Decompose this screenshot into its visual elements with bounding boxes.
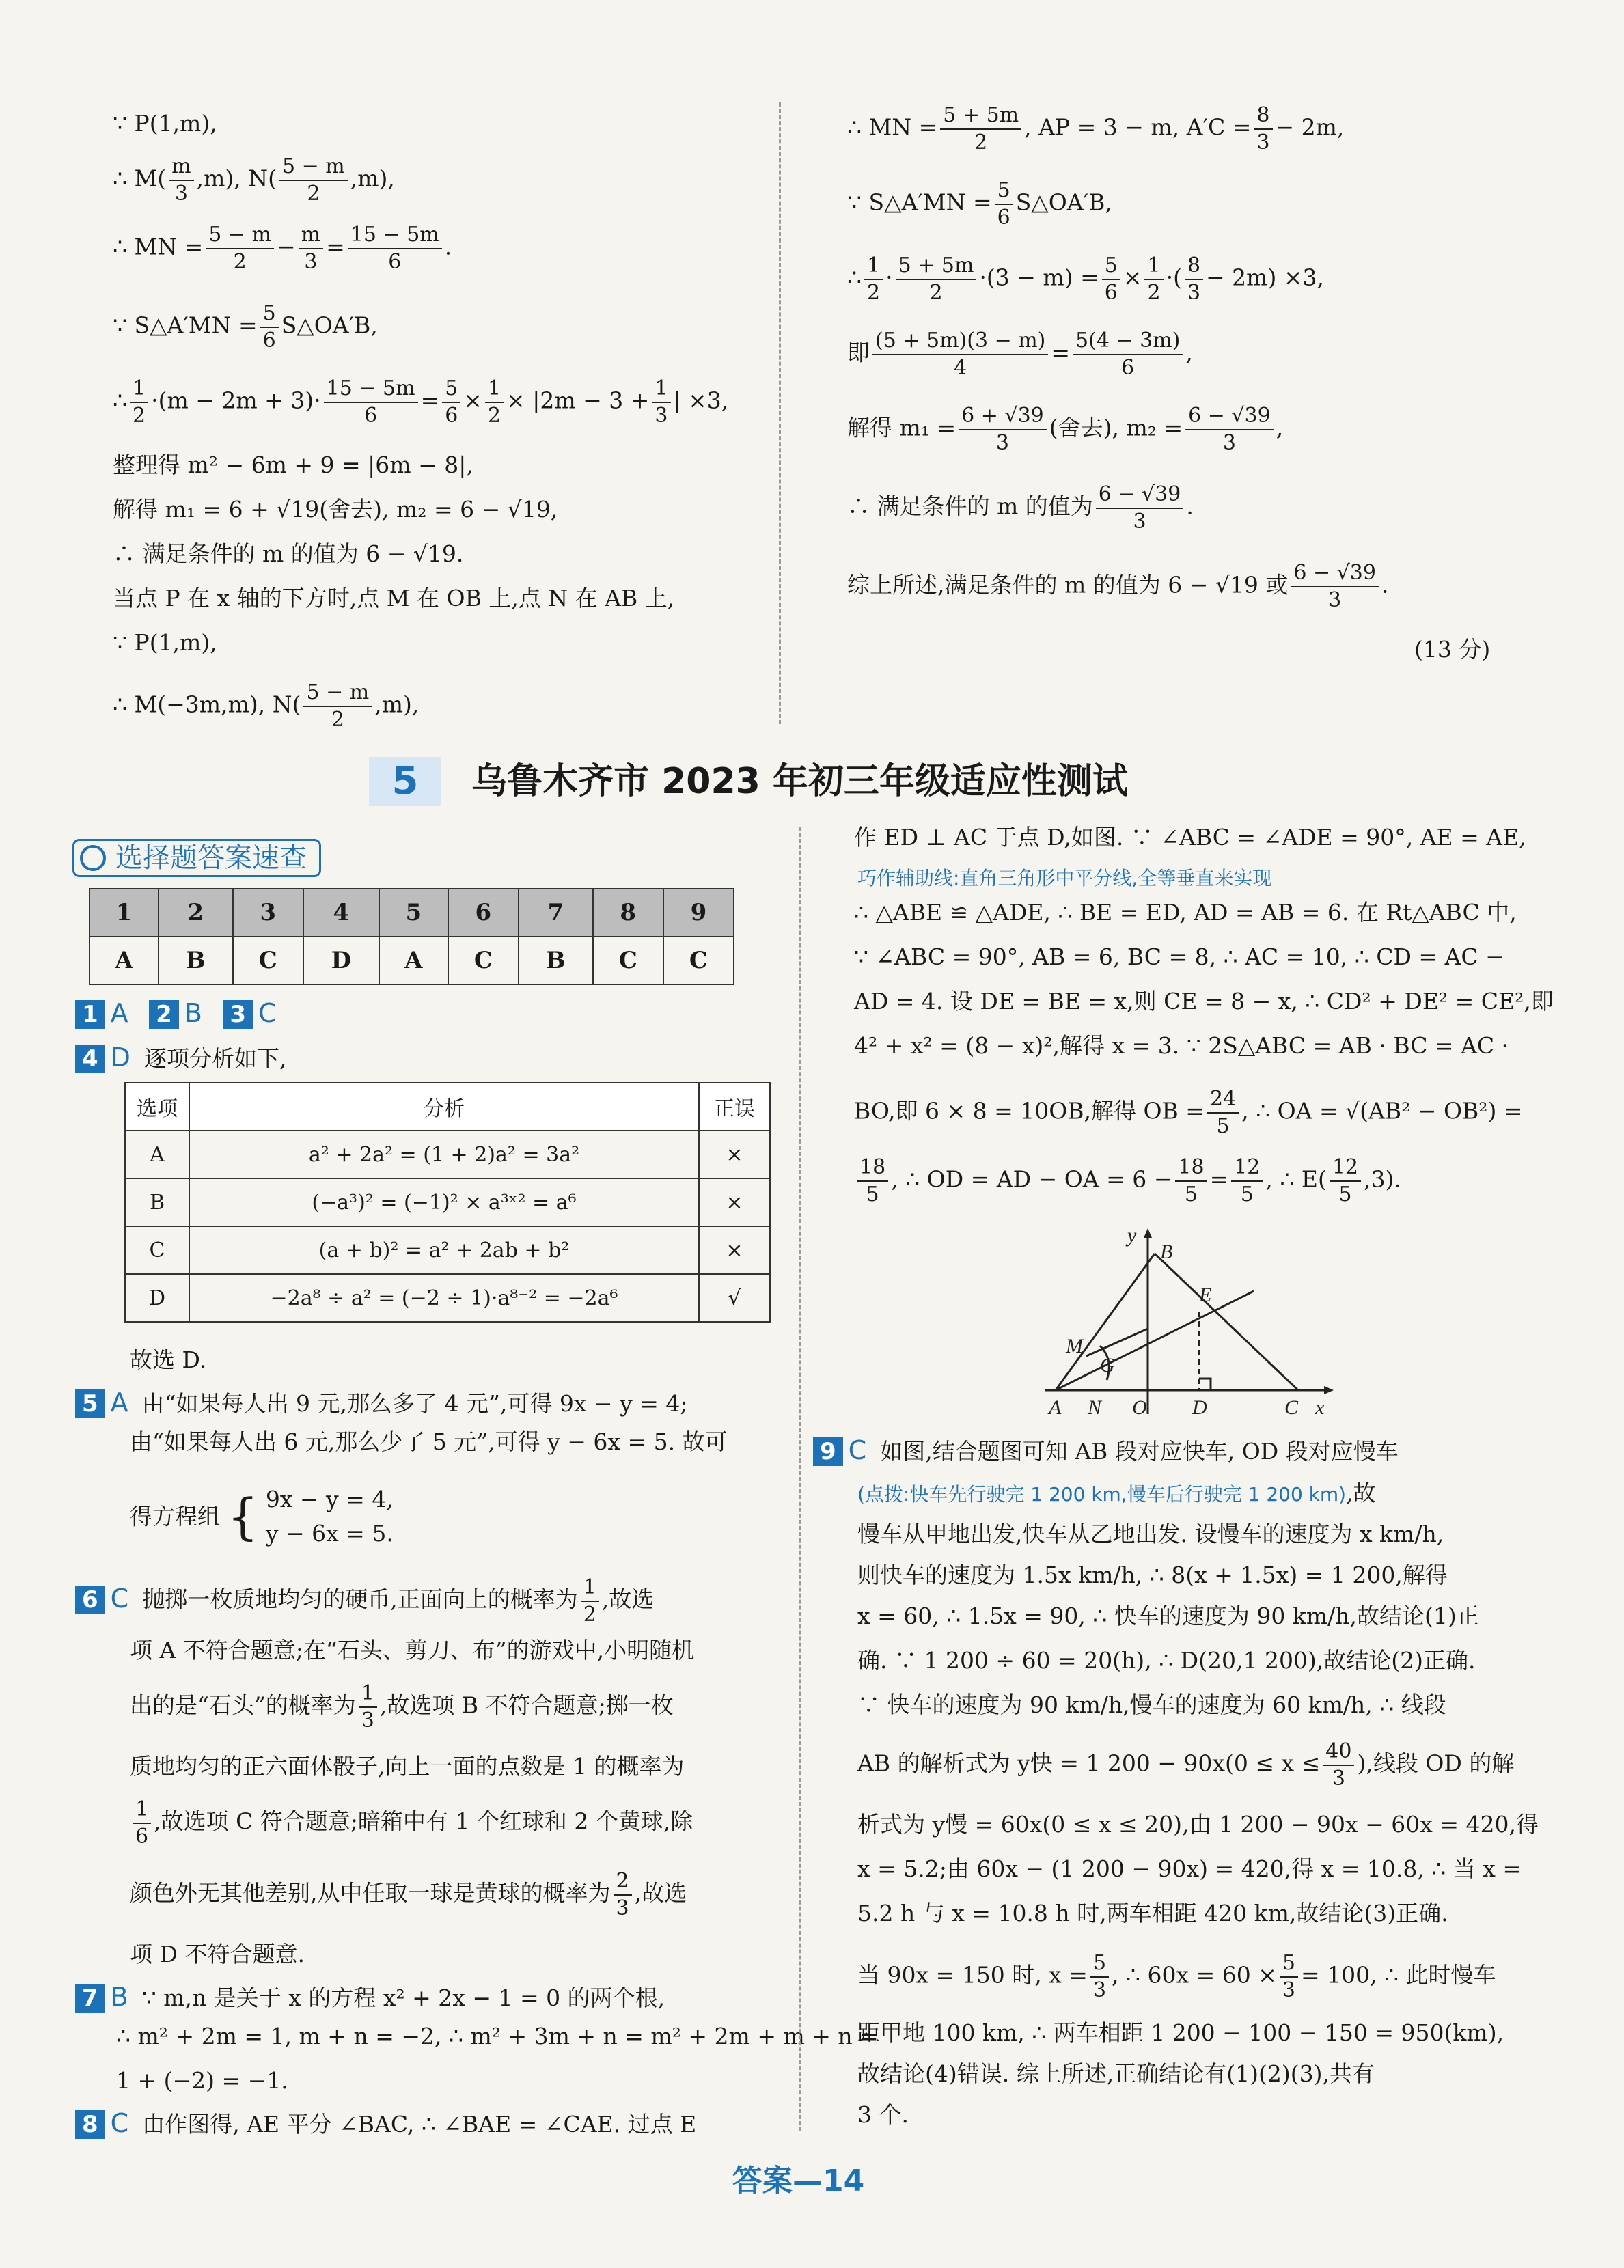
label-e: E [1199, 1284, 1212, 1306]
tip-note: (点拨:快车先行驶完 1 200 km,慢车后行驶完 1 200 km) [857, 1483, 1347, 1506]
text-line: ∴ M(−3m,m), N( $\frac{5 - m}{2}$ ,m), [113, 680, 419, 732]
text-line: 作 ED ⊥ AC 于点 D,如图. ∵ ∠ABC = ∠ADE = 90°, AE = AE, [854, 824, 1526, 850]
text-line: AD = 4. 设 DE = BE = x,则 CE = 8 − x, ∴ CD² + DE² = CE²,即 [854, 988, 1554, 1014]
text-line: 当点 P 在 x 轴的下方时,点 M 在 OB 上,点 N 在 AB 上, [113, 585, 675, 611]
text-line: ∴ MN = $\frac{5 + 5m}{2}$ , AP = 3 − m, A′C = $\frac{8}{3}$ − 2m, [847, 103, 1345, 154]
text-line: 距甲地 100 km, ∴ 两车相距 1 200 − 100 − 150 = 950(km), [857, 2019, 1504, 2046]
geometry-diagram [1025, 1223, 1339, 1421]
answer-6: 6 C 抛掷一枚质地均匀的硬币,正面向上的概率为 $\frac{1}{2}$ ,故选 [75, 1575, 654, 1627]
text-line: 综上所述,满足条件的 m 的值为 6 − √19 或 $\frac{6 - √39}{3}$ . [847, 561, 1389, 612]
table-cell: × [699, 1226, 770, 1274]
text-line: ∴ $\frac{1}{2}$ · $\frac{5 + 5m}{2}$ ·(3 − m) = $\frac{5}{6}$ × $\frac{1}{2}$ ·( $\frac{8}{3}$ − 2m) ×3, [847, 253, 1324, 305]
segment-bc [1155, 1254, 1298, 1390]
answer-4: 4 D 逐项分析如下, [75, 1042, 286, 1075]
table-cell: 3 [233, 889, 303, 937]
table-row [125, 1274, 770, 1322]
table-row [90, 889, 734, 937]
table-cell: C [448, 937, 519, 984]
section-number: 5 [369, 757, 441, 806]
text-line: 析式为 y慢 = 60x(0 ≤ x ≤ 20),由 1 200 − 90x − 60x = 420,得 [857, 1811, 1539, 1838]
text-line: 整理得 m² − 6m + 9 = |6m − 8|, [113, 452, 473, 478]
table-cell: (−a³)² = (−1)² × a³ˣ² = a⁶ [189, 1178, 699, 1226]
text-line: 故选 D. [130, 1346, 207, 1373]
table-cell: C [233, 937, 303, 984]
text-line: ∴ △ABE ≌ △ADE, ∴ BE = ED, AD = AB = 6. 在 Rt△ABC 中, [854, 899, 1517, 926]
text-line: $\frac{1}{6}$ ,故选项 C 符合题意;暗箱中有 1 个红球和 2 个黄球,除 [130, 1797, 693, 1849]
table-cell: D [303, 937, 379, 984]
quick-check-title: 选择题答案速查 [115, 842, 307, 874]
text-line: $\frac{18}{5}$ , ∴ OD = AD − OA = 6 − $\frac{18}{5}$ = $\frac{12}{5}$ , ∴ E( $\frac{12}{5}$ ,3). [854, 1154, 1401, 1207]
text-line: ∵ S△A′MN = $\frac{5}{6}$ S△OA′B, [847, 178, 1112, 230]
answer-9: 9 C 如图,结合题图可知 AB 段对应快车, OD 段对应慢车 [813, 1435, 1399, 1467]
text-line: x = 60, ∴ 1.5x = 90, ∴ 快车的速度为 90 km/h,故结论(1)正 [857, 1603, 1479, 1629]
text-line: BO,即 6 × 8 = 10OB,解得 OB = $\frac{24}{5}$ , ∴ OA = √(AB² − OB²) = [854, 1087, 1523, 1138]
text-line: 则快车的速度为 1.5x km/h, ∴ 8(x + 1.5x) = 1 200,解得 [857, 1562, 1448, 1588]
page-footer: 答案—14 [732, 2163, 865, 2198]
right-angle-mark [1199, 1379, 1211, 1390]
text-line: 故结论(4)错误. 综上所述,正确结论有(1)(2)(3),共有 [857, 2060, 1375, 2087]
table-cell: A [379, 937, 448, 984]
answer-5: 5 A 由“如果每人出 9 元,那么多了 4 元”,可得 9x − y = 4; [75, 1387, 687, 1420]
table-row [125, 1131, 770, 1178]
text-line: ∵ P(1,m), [113, 110, 217, 137]
table-cell: 5 [379, 889, 448, 937]
text-line: (点拨:快车先行驶完 1 200 km,慢车后行驶完 1 200 km),故 [857, 1480, 1376, 1506]
label-y: y [1127, 1224, 1137, 1247]
table-cell: 4 [303, 889, 379, 937]
text-line: 5.2 h 与 x = 10.8 h 时,两车相距 420 km,故结论(3)正确. [857, 1900, 1448, 1926]
analysis-table [124, 1082, 771, 1323]
answer-table [89, 888, 734, 985]
segment-mg [1086, 1329, 1148, 1356]
table-cell: 9 [663, 889, 734, 937]
table-cell: 分析 [189, 1083, 699, 1131]
text-line: ∴ MN = $\frac{5 - m}{2}$ − $\frac{m}{3}$ = $\frac{15 - 5m}{6}$ . [113, 223, 452, 274]
table-row [125, 1083, 770, 1131]
table-cell: 选项 [125, 1083, 189, 1131]
table-cell: 8 [593, 889, 663, 937]
text-line: 项 D 不符合题意. [130, 1941, 305, 1967]
label-n: N [1088, 1396, 1102, 1419]
table-cell: C [125, 1226, 189, 1274]
table-cell: 2 [159, 889, 233, 937]
table-cell: (a + b)² = a² + 2ab + b² [189, 1226, 699, 1274]
answer-row-1-3: 1 A 2 B 3 C [75, 997, 290, 1030]
text-line: 质地均匀的正六面体骰子,向上一面的点数是 1 的概率为 [130, 1753, 685, 1780]
table-cell: B [519, 937, 593, 984]
text-line: 项 A 不符合题意;在“石头、剪刀、布”的游戏中,小明随机 [130, 1637, 695, 1663]
text-line: ∴ M( $\frac{m}{3}$ ,m), N( $\frac{5 - m}{2}$ ,m), [113, 154, 395, 206]
text-line: 解得 m₁ = $\frac{6 + √39}{3}$ (舍去), m₂ = $\frac{6 - √39}{3}$ , [847, 404, 1284, 455]
table-cell: A [125, 1131, 189, 1178]
table-cell: × [699, 1178, 770, 1226]
table-cell: √ [699, 1274, 770, 1322]
text-line: ∵ 快车的速度为 90 km/h,慢车的速度为 60 km/h, ∴ 线段 [857, 1691, 1446, 1718]
text-line: ∴ m² + 2m = 1, m + n = −2, ∴ m² + 3m + n = m² + 2m + m + n = [116, 2023, 879, 2049]
table-cell: 1 [90, 889, 159, 937]
text-line: ∴ 满足条件的 m 的值为 6 − √19. [113, 540, 464, 567]
table-cell: 7 [519, 889, 593, 937]
answer-8: 8 C 由作图得, AE 平分 ∠BAC, ∴ ∠BAE = ∠CAE. 过点 E [75, 2107, 696, 2140]
label-m: M [1066, 1335, 1083, 1357]
label-d: D [1192, 1396, 1207, 1419]
table-cell: 正误 [699, 1083, 770, 1131]
table-row [125, 1178, 770, 1226]
table-cell: −2a⁸ ÷ a² = (−2 ÷ 1)·a⁸⁻² = −2a⁶ [189, 1274, 699, 1322]
table-cell: B [159, 937, 233, 984]
table-cell: A [90, 937, 159, 984]
quick-check-header [72, 839, 321, 877]
label-b: B [1160, 1241, 1173, 1263]
text-line: ∵ P(1,m), [113, 629, 217, 656]
y-arrow [1144, 1228, 1152, 1238]
text-line: AB 的解析式为 y快 = 1 200 − 90x(0 ≤ x ≤ $\frac{40}{3}$ ),线段 OD 的解 [857, 1739, 1515, 1790]
table-cell: B [125, 1178, 189, 1226]
text-line: 解得 m₁ = 6 + √19(舍去), m₂ = 6 − √19, [113, 496, 558, 523]
label-o: O [1132, 1396, 1147, 1419]
score-label: (13 分) [1414, 636, 1491, 663]
text-line: x = 5.2;由 60x − (1 200 − 90x) = 420,得 x = 10.8, ∴ 当 x = [857, 1855, 1522, 1882]
text-line: ∴ 满足条件的 m 的值为 $\frac{6 - √39}{3}$ . [847, 482, 1194, 534]
text-line: 1 + (−2) = −1. [116, 2067, 288, 2094]
table-cell: a² + 2a² = (1 + 2)a² = 3a² [189, 1131, 699, 1178]
answer-7: 7 B ∵ m,n 是关于 x 的方程 x² + 2x − 1 = 0 的两个根, [75, 1981, 665, 2014]
label-g: G [1100, 1354, 1115, 1377]
text-line: 即 $\frac{(5 + 5m)(3 - m)}{4}$ = $\frac{5(4 - 3m)}{6}$ , [847, 329, 1193, 380]
label-x: x [1315, 1396, 1325, 1419]
table-row [90, 937, 734, 984]
x-arrow [1324, 1386, 1334, 1394]
table-cell: C [593, 937, 663, 984]
text-line: ∵ ∠ABC = 90°, AB = 6, BC = 8, ∴ AC = 10, ∴ CD = AC − [854, 943, 1504, 970]
equation-system: 得方程组 { 9x − y = 4, y − 6x = 5. [130, 1486, 394, 1547]
table-cell: C [663, 937, 734, 984]
text-line: 当 90x = 150 时, x = $\frac{5}{3}$ , ∴ 60x = 60 × $\frac{5}{3}$ = 100, ∴ 此时慢车 [857, 1951, 1496, 2002]
label-c: C [1284, 1396, 1299, 1419]
label-a: A [1049, 1396, 1062, 1419]
tip-note: 巧作辅助线:直角三角形中平分线,全等垂直来实现 [857, 867, 1272, 889]
text-line: 确. ∵ 1 200 ÷ 60 = 20(h), ∴ D(20,1 200),故结论(2)正确. [857, 1647, 1476, 1674]
text-line: 颜色外无其他差别,从中任取一球是黄球的概率为 $\frac{2}{3}$ ,故选 [130, 1869, 687, 1920]
text-line: 出的是“石头”的概率为 $\frac{1}{3}$ ,故选项 B 不符合题意;掷一枚 [130, 1681, 674, 1732]
text-line: ∴ $\frac{1}{2}$ ·(m − 2m + 3)· $\frac{15 - 5m}{6}$ = $\frac{5}{6}$ × $\frac{1}{2}$ × |2m − 3 + $\frac{1}{3}$ | ×3, [113, 376, 729, 428]
text-line: 3 个. [857, 2101, 909, 2128]
text-line: 4² + x² = (8 − x)²,解得 x = 3. ∵ 2S△ABC = AB · BC = AC · [854, 1032, 1509, 1059]
column-divider [779, 102, 781, 724]
table-cell: × [699, 1131, 770, 1178]
text-line: 慢车从甲地出发,快车从乙地出发. 设慢车的速度为 x km/h, [857, 1521, 1444, 1547]
segment-ae [1056, 1291, 1254, 1390]
text-line: 由“如果每人出 6 元,那么少了 5 元”,可得 y − 6x = 5. 故可 [130, 1428, 728, 1455]
column-divider [799, 827, 801, 2131]
text-line: ∵ S△A′MN = $\frac{5}{6}$ S△OA′B, [113, 301, 378, 352]
wifi-icon [80, 845, 106, 871]
section-title: 乌鲁木齐市 2023 年初三年级适应性测试 [471, 761, 1128, 802]
table-cell: D [125, 1274, 189, 1322]
table-cell: 6 [448, 889, 519, 937]
table-row [125, 1226, 770, 1274]
